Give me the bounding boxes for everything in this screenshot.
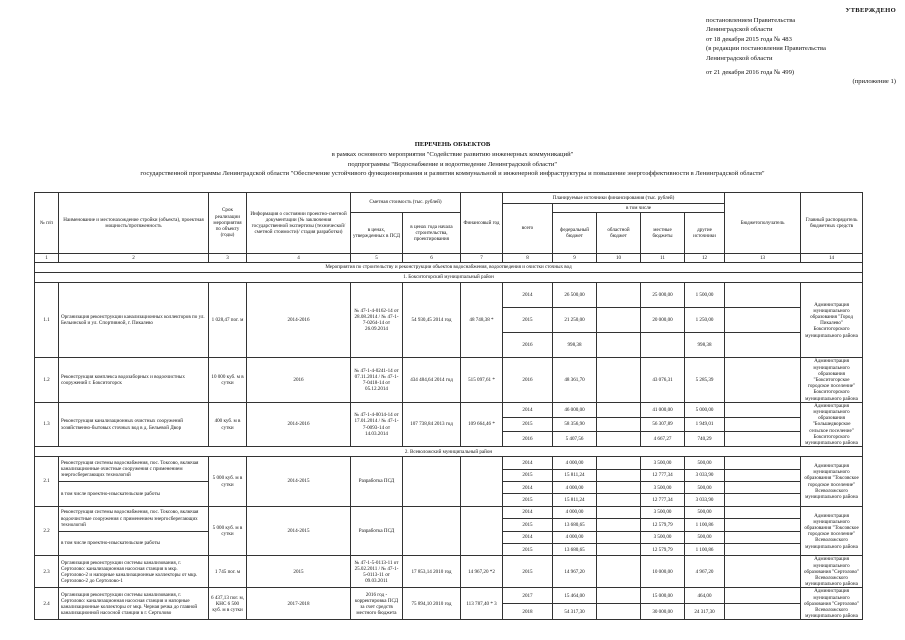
- finance-year: 2014: [503, 402, 553, 417]
- finance-regional: 3 500,00: [641, 531, 685, 543]
- finance-federal: [597, 432, 641, 447]
- finance-other: [725, 469, 801, 481]
- approval-line: Ленинградской области: [706, 54, 773, 62]
- approval-line: (в редакции постановления Правительства: [706, 45, 826, 53]
- finance-total: 21 250,00: [553, 308, 597, 333]
- col-other-header: другие источники: [685, 213, 725, 254]
- object-name: Реконструкция системы водоснабжения, пос. Токсово, включая водоочистные сооружения с применением энергосберегающих технологий: [59, 506, 209, 531]
- object-capacity: 5 000 куб. м в сутки: [209, 506, 247, 556]
- table-row: [35, 588, 863, 604]
- finance-federal: [597, 556, 641, 588]
- object-name: Реконструкция канализационных очистных сооружений хозяйственно-бытовых сточных вод в д. Бельевой Двор: [59, 402, 209, 446]
- finance-local: 998,38: [685, 333, 725, 358]
- finance-regional: 20 000,00: [641, 308, 685, 333]
- finance-regional: 30 000,00: [641, 604, 685, 620]
- finance-federal: [597, 482, 641, 494]
- finance-local: 1 500,00: [685, 283, 725, 308]
- object-cost-base: 107 738,84 2013 год: [403, 402, 461, 446]
- finance-local: 4 967,20: [685, 556, 725, 588]
- object-recipient: Администрация муниципального образования "Город Пикалево" Бокситогорского муниципального района: [801, 283, 863, 358]
- object-name: Реконструкция системы водоснабжения, пос. Токсово, включая канализационные очистные сооружения с применением энергосберегающих технологий: [59, 457, 209, 482]
- finance-local: 5 000,00: [685, 402, 725, 417]
- finance-total: 15 464,00: [553, 588, 597, 604]
- finance-total: 4 000,00: [553, 482, 597, 494]
- finance-local: 740,29: [685, 432, 725, 447]
- finance-federal: [597, 506, 641, 518]
- object-name: Организация реконструкции канализационных коллекторов по ул. Бельинской и ул. Спортивной, г. Пикалево: [59, 283, 209, 358]
- heading-line: в рамках основного мероприятия "Содействие развитию инженерных коммуникаций": [331, 150, 574, 158]
- object-period: 2014-2016: [247, 402, 351, 446]
- finance-federal: [597, 402, 641, 417]
- finance-other: [725, 402, 801, 417]
- column-number: 14: [801, 254, 863, 263]
- object-capacity: 5 000 куб. м в сутки: [209, 457, 247, 507]
- object-cost-base: 17 853,14 2010 год: [403, 556, 461, 588]
- column-number: 11: [641, 254, 685, 263]
- finance-regional: 3 500,00: [641, 506, 685, 518]
- finance-other: [725, 519, 801, 531]
- finance-local: 5 285,39: [685, 358, 725, 402]
- col-federal-header: федеральный бюджет: [553, 213, 597, 254]
- object-number: 2.3: [35, 556, 59, 588]
- finance-regional: 10 000,00: [641, 556, 685, 588]
- finance-federal: [597, 519, 641, 531]
- finance-federal: [597, 588, 641, 604]
- column-number: 7: [461, 254, 503, 263]
- finance-year: 2015: [503, 544, 553, 556]
- object-capacity: 1 745 пог. м: [209, 556, 247, 588]
- finance-total: 48 361,70: [553, 358, 597, 402]
- finance-local: 500,00: [685, 531, 725, 543]
- finance-regional: 15 000,00: [641, 588, 685, 604]
- finance-year: 2015: [503, 494, 553, 506]
- finance-total: 58 356,90: [553, 417, 597, 432]
- district-heading: 1. Бокситогорский муниципальный район: [35, 273, 863, 283]
- object-period: 2015: [247, 556, 351, 588]
- object-number: 2.1: [35, 457, 59, 507]
- object-recipient: Администрация муниципального образования "Токсовское городское поселение" Всеволожского муниципального района: [801, 506, 863, 556]
- finance-regional: 43 076,31: [641, 358, 685, 402]
- finance-federal: [597, 333, 641, 358]
- object-cost-current: 48 748,38 *: [461, 283, 503, 358]
- object-period: 2014-2015: [247, 506, 351, 556]
- object-cost-current: 14 967,20 *2: [461, 556, 503, 588]
- finance-regional: 25 000,00: [641, 283, 685, 308]
- finance-regional: 3 500,00: [641, 457, 685, 469]
- col-cost-base-header: в ценах, утвержденных в ПСД: [351, 213, 403, 254]
- finance-regional: [641, 333, 685, 358]
- object-number: 1.1: [35, 283, 59, 358]
- finance-local: 1 100,86: [685, 544, 725, 556]
- finance-total: 54 317,30: [553, 604, 597, 620]
- column-number: 13: [725, 254, 801, 263]
- column-number: 4: [247, 254, 351, 263]
- finance-year: 2015: [503, 519, 553, 531]
- finance-other: [725, 588, 801, 604]
- finance-regional: 12 777,34: [641, 469, 685, 481]
- finance-year: 2015: [503, 308, 553, 333]
- finance-local: 500,00: [685, 506, 725, 518]
- object-name: Реконструкция комплекса водозаборных и водоочистных сооружений г. Бокситогорск: [59, 358, 209, 402]
- finance-year: 2016: [503, 333, 553, 358]
- object-recipient: Администрация муниципального образования "Бокситогорское городское поселение" Бокситогорского муниципального района: [801, 358, 863, 402]
- section-heading: Мероприятия по строительству и реконструкции объектов водоснабжения, водоотведения и очистки сточных вод: [35, 263, 863, 273]
- finance-year: 2014: [503, 482, 553, 494]
- finance-federal: [597, 283, 641, 308]
- finance-local: 3 033,90: [685, 494, 725, 506]
- finance-local: 1 250,00: [685, 308, 725, 333]
- col-name-header: Наименование и местонахождение стройки (объекта), проектная мощность/протяженность: [59, 193, 209, 254]
- finance-local: 1 949,01: [685, 417, 725, 432]
- finance-total: 13 680,65: [553, 519, 597, 531]
- finance-other: [725, 604, 801, 620]
- approval-line: постановлением Правительства: [706, 16, 796, 24]
- object-docs: № 47-1-5-0113-11 от 25.02.2011 / № 47-1-5-0113-11 от 09.03.2011: [351, 556, 403, 588]
- col-recipient-header: Бюджетополучатель: [725, 193, 801, 254]
- table-row: [35, 358, 863, 402]
- finance-year: 2014: [503, 457, 553, 469]
- approval-stamp: [706, 6, 896, 87]
- object-recipient: Администрация муниципального образования "Сертолово" Всеволожского муниципального района: [801, 556, 863, 588]
- appendix-label: (приложение 1): [852, 78, 896, 86]
- object-number: 1.2: [35, 358, 59, 402]
- column-number: 8: [503, 254, 553, 263]
- finance-other: [725, 457, 801, 469]
- finance-federal: [597, 417, 641, 432]
- finance-other: [725, 358, 801, 402]
- finance-regional: 4 667,27: [641, 432, 685, 447]
- approval-date: от 21 декабря 2016 года № 499): [706, 68, 795, 76]
- col-year-header: Финансовый год: [461, 193, 503, 254]
- finance-other: [725, 556, 801, 588]
- finance-other: [725, 482, 801, 494]
- finance-other: [725, 531, 801, 543]
- finance-total: 46 000,00: [553, 402, 597, 417]
- col-manager-header: Главный распорядитель бюджетных средств: [801, 193, 863, 254]
- column-number: 5: [351, 254, 403, 263]
- finance-regional: 12 777,34: [641, 494, 685, 506]
- finance-year: 2018: [503, 604, 553, 620]
- table-row: [35, 506, 863, 518]
- finance-year: 2015: [503, 556, 553, 588]
- finance-year: 2017: [503, 588, 553, 604]
- finance-year: 2015: [503, 417, 553, 432]
- column-number: 6: [403, 254, 461, 263]
- object-note: в том числе проектно-изыскательские работы: [59, 482, 209, 507]
- object-capacity: 6 437,13 пог. м, КНС 6 500 куб. м в сутки: [209, 588, 247, 620]
- object-cost-current: 113 787,40 * 3: [461, 588, 503, 620]
- finance-total: 13 680,65: [553, 544, 597, 556]
- col-period-header: Срок реализации мероприятия по объекту (годы): [209, 193, 247, 254]
- finance-federal: [597, 308, 641, 333]
- finance-total: 998,38: [553, 333, 597, 358]
- col-incl-header: в том числе: [553, 204, 725, 213]
- finance-other: [725, 417, 801, 432]
- finance-federal: [597, 531, 641, 543]
- finance-total: 5 407,56: [553, 432, 597, 447]
- object-name: Организация реконструкции системы канализования, г. Сертолово: канализационная насосная станция в мкр. Сертолово-2 и напорные канализационные коллекторы от мкр. Сертолово-2 до Сертолово-1: [59, 556, 209, 588]
- col-regional-header: областной бюджет: [597, 213, 641, 254]
- object-number: 2.4: [35, 588, 59, 620]
- finance-local: 24 317,30: [685, 604, 725, 620]
- object-period: 2014-2016: [247, 283, 351, 358]
- finance-other: [725, 544, 801, 556]
- approval-line: Ленинградской области: [706, 26, 773, 34]
- finance-federal: [597, 469, 641, 481]
- col-local-header: местные бюджеты: [641, 213, 685, 254]
- finance-year: 2016: [503, 432, 553, 447]
- finance-local: 464,00: [685, 588, 725, 604]
- finance-total: 15 811,24: [553, 494, 597, 506]
- finance-total: 26 500,00: [553, 283, 597, 308]
- document-title: ПЕРЕЧЕНЬ ОБЪЕКТОВ: [414, 141, 491, 148]
- object-capacity: 1 028,47 пог. м: [209, 283, 247, 358]
- object-number: 2.2: [35, 506, 59, 556]
- finance-local: 500,00: [685, 457, 725, 469]
- finance-local: 500,00: [685, 482, 725, 494]
- finance-year: 2014: [503, 283, 553, 308]
- object-cost-base: 54 930,45 2014 год: [403, 283, 461, 358]
- finance-regional: 56 307,89: [641, 417, 685, 432]
- column-number: 3: [209, 254, 247, 263]
- finance-total: 4 000,00: [553, 531, 597, 543]
- object-recipient: Администрация муниципального образования "Большедворское сельское поселение" Бокситогорского муниципального района: [801, 402, 863, 446]
- object-cost-base: [403, 457, 461, 507]
- finance-other: [725, 283, 801, 308]
- table-row: [35, 283, 863, 308]
- approval-title: УТВЕРЖДЕНО: [845, 7, 896, 14]
- object-capacity: 400 куб. м в сутки: [209, 402, 247, 446]
- finance-year: 2014: [503, 506, 553, 518]
- object-cost-current: [461, 457, 503, 507]
- finance-regional: 3 500,00: [641, 482, 685, 494]
- finance-total: 15 811,24: [553, 469, 597, 481]
- object-docs: № 47-1-4-0014-14 от 17.01.2014 / № 47-1-7-0093-14 от 14.03.2014: [351, 402, 403, 446]
- object-recipient: Администрация муниципального образования "Сертолово" Всеволожского муниципального района: [801, 588, 863, 620]
- col-docs-header: Информация о состоянии проектно-сметной документации (№ заключения государственной экспертизы (технической/сметной стоимости)/ стадия разработки): [247, 193, 351, 254]
- finance-local: 1 100,86: [685, 519, 725, 531]
- object-docs: 2016 год - корректировка ПСД за счет средств местного бюджета: [351, 588, 403, 620]
- col-sources-header: Планируемые источники финансирования (тыс. рублей): [503, 193, 725, 204]
- object-cost-current: 109 664,46 *: [461, 402, 503, 446]
- finance-federal: [597, 358, 641, 402]
- column-number: 12: [685, 254, 725, 263]
- object-cost-base: 434 484,64 2014 год: [403, 358, 461, 402]
- finance-federal: [597, 457, 641, 469]
- finance-local: 3 033,90: [685, 469, 725, 481]
- finance-federal: [597, 604, 641, 620]
- finance-total: 4 000,00: [553, 457, 597, 469]
- document-heading: [40, 140, 865, 179]
- table-row: [35, 556, 863, 588]
- table-row: [35, 402, 863, 417]
- object-recipient: Администрация муниципального образования "Токсовское городское поселение" Всеволожского муниципального района: [801, 457, 863, 507]
- object-cost-base: 75 894,10 2010 год: [403, 588, 461, 620]
- object-cost-current: 515 097,61 *: [461, 358, 503, 402]
- finance-other: [725, 432, 801, 447]
- table-row: [35, 457, 863, 469]
- column-numbers-row: [35, 254, 863, 263]
- object-docs: № 47-1-4-0241-14 от 07.11.2014 / № 47-1-7-0418-14 от 05.12.2014: [351, 358, 403, 402]
- object-docs: Разработка ПСД: [351, 506, 403, 556]
- finance-year: 2015: [503, 469, 553, 481]
- finance-regional: 41 000,00: [641, 402, 685, 417]
- finance-regional: 12 579,79: [641, 519, 685, 531]
- heading-line: подпрограммы "Водоснабжение и водоотведение Ленинградской области": [347, 160, 558, 168]
- object-note: в том числе проектно-изыскательские работы: [59, 531, 209, 556]
- district-heading: 2. Всеволожский муниципальный район: [35, 447, 863, 457]
- finance-other: [725, 506, 801, 518]
- object-period: 2014-2015: [247, 457, 351, 507]
- object-number: 1.3: [35, 402, 59, 446]
- object-period: 2016: [247, 358, 351, 402]
- finance-year: 2014: [503, 531, 553, 543]
- col-num-header: № п/п: [35, 193, 59, 254]
- finance-other: [725, 333, 801, 358]
- column-number: 2: [59, 254, 209, 263]
- approval-line: от 18 декабря 2015 года № 483: [706, 35, 792, 43]
- object-docs: Разработка ПСД: [351, 457, 403, 507]
- object-cost-current: [461, 506, 503, 556]
- finance-regional: 12 579,79: [641, 544, 685, 556]
- heading-line: государственной программы Ленинградской области "Обеспечение устойчивого функционирования и развития коммунальной и инженерной инфраструктуры и повышение энергоэффективности в Ленинградской области": [140, 170, 765, 178]
- column-number: 1: [35, 254, 59, 263]
- finance-other: [725, 308, 801, 333]
- object-docs: № 47-1-4-0162-14 от 28.08.2014 / № 47-1-7-0264-14 от 26.09.2014: [351, 283, 403, 358]
- finance-federal: [597, 544, 641, 556]
- object-cost-base: [403, 506, 461, 556]
- finance-total: 14 967,20: [553, 556, 597, 588]
- object-period: 2017-2018: [247, 588, 351, 620]
- column-number: 9: [553, 254, 597, 263]
- col-cost-current-header: в ценах года начала строительства, проектирования: [403, 213, 461, 254]
- object-capacity: 10 000 куб. м в сутки: [209, 358, 247, 402]
- finance-other: [725, 494, 801, 506]
- column-number: 10: [597, 254, 641, 263]
- objects-table: [34, 192, 863, 620]
- finance-total: 4 000,00: [553, 506, 597, 518]
- col-cost-header: Сметная стоимость (тыс. рублей): [351, 193, 461, 213]
- col-total-header: всего: [503, 204, 553, 254]
- object-name: Организация реконструкции системы канализования, г. Сертолово: канализационная насосная станция и напорные канализационные коллекторы от мкр. Черная речка до главной канализационной насосной станции в г. Сертолово: [59, 588, 209, 620]
- finance-federal: [597, 494, 641, 506]
- finance-year: 2016: [503, 358, 553, 402]
